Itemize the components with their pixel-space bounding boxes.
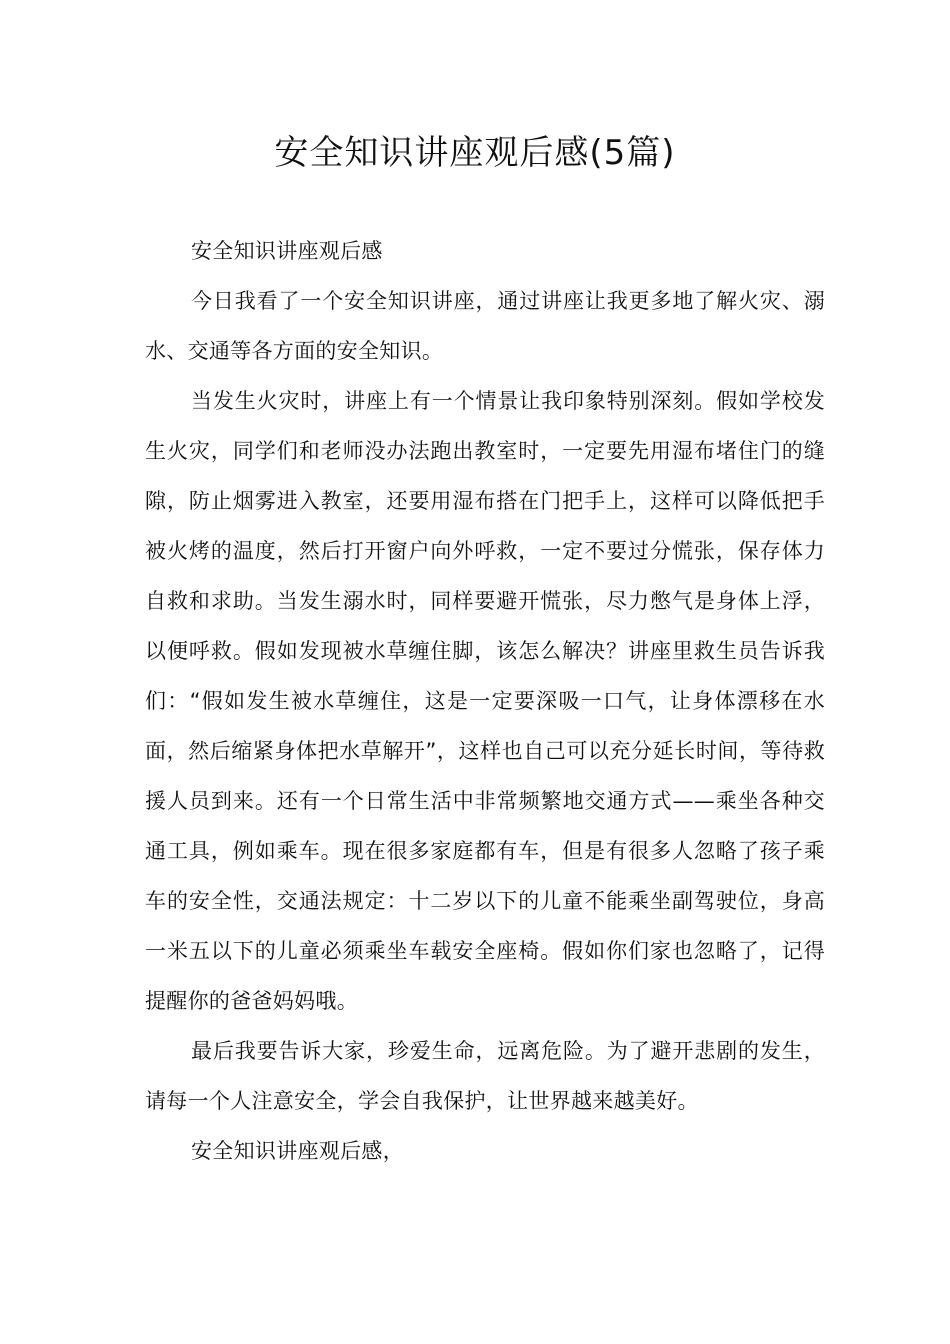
paragraph-conclusion: 最后我要告诉大家，珍爱生命，远离危险。为了避开悲剧的发生，请每一个人注意安全，学会自我保护，让世界越来越美好。 — [145, 1039, 825, 1113]
paragraph-main: 当发生火灾时，讲座上有一个情景让我印象特别深刻。假如学校发生火灾，同学们和老师没办法跑出教室时，一定要先用湿布堵住门的缝隙，防止烟雾进入教室，还要用湿布搭在门把手上，这样可以降低把手被火烤的温度，然后打开窗户向外呼救，一定不要过分慌张，保存体力自救和求助。当发生溺水时，同样要避开慌张，尽力憋气是身体上浮，以便呼救。假如发现被水草缠住脚，该怎么解决？讲座里救生员告诉我们：“假如发生被水草缠住，这是一定要深吸一口气，让身体漂移在水面，然后缩紧身体把水草解开”，这样也自己可以充分延长时间，等待救援人员到来。还有一个日常生活中非常频繁地交通方式——乘坐各种交通工具，例如乘车。现在很多家庭都有车，但是有很多人忽略了孩子乘车的安全性，交通法规定：十二岁以下的儿童不能乘坐副驾驶位，身高一米五以下的儿童必须乘坐车载安全座椅。假如你们家也忽略了，记得提醒你的爸爸妈妈哦。 — [145, 389, 825, 1013]
paragraph-heading: 安全知识讲座观后感 — [191, 239, 383, 263]
document-title: 安全知识讲座观后感(5篇) — [274, 133, 676, 173]
paragraph-next-heading: 安全知识讲座观后感， — [191, 1139, 404, 1163]
paragraph-intro: 今日我看了一个安全知识讲座，通过讲座让我更多地了解火灾、溺水、交通等各方面的安全知识。 — [145, 289, 825, 363]
document-body — [145, 226, 825, 1176]
